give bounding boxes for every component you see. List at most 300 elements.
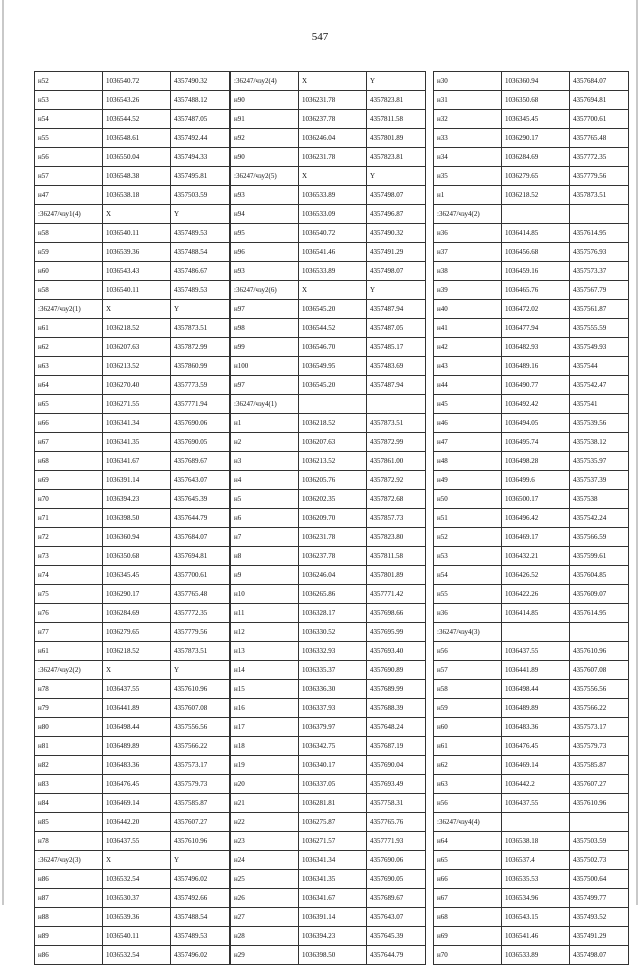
y-coordinate-cell: 4357487.94 [367, 300, 426, 319]
table-row [434, 775, 629, 794]
point-cell: н15 [231, 680, 299, 699]
table-row [231, 414, 426, 433]
point-cell: н9 [231, 566, 299, 585]
y-coordinate-cell: 4357488.54 [171, 908, 230, 927]
y-coordinate-cell: 4357811.58 [367, 547, 426, 566]
x-coordinate-cell: 1036279.65 [502, 167, 570, 186]
point-cell: н70 [35, 490, 103, 509]
x-coordinate-cell: 1036489.16 [502, 357, 570, 376]
x-coordinate-cell: 1036549.95 [299, 357, 367, 376]
point-cell: н37 [434, 243, 502, 262]
point-cell: н67 [434, 889, 502, 908]
point-cell: н57 [35, 167, 103, 186]
point-cell: н42 [434, 338, 502, 357]
table-row [231, 395, 426, 414]
table-row [35, 205, 230, 224]
y-coordinate-cell: 4357693.40 [367, 642, 426, 661]
x-coordinate-cell: X [299, 72, 367, 91]
x-coordinate-cell: 1036437.55 [502, 642, 570, 661]
y-coordinate-cell: 4357689.67 [171, 452, 230, 471]
x-coordinate-cell: 1036218.52 [299, 414, 367, 433]
x-coordinate-cell: 1036533.09 [299, 205, 367, 224]
table-row [434, 661, 629, 680]
table-row [434, 376, 629, 395]
y-coordinate-cell: 4357614.95 [570, 604, 629, 623]
y-coordinate-cell: 4357502.73 [570, 851, 629, 870]
table-row [231, 91, 426, 110]
point-cell: н33 [434, 129, 502, 148]
y-coordinate-cell: 4357500.64 [570, 870, 629, 889]
x-coordinate-cell: 1036336.30 [299, 680, 367, 699]
table-row [35, 300, 230, 319]
x-coordinate-cell: 1036441.89 [103, 699, 171, 718]
table-row [231, 148, 426, 167]
point-cell: н68 [434, 908, 502, 927]
x-coordinate-cell: 1036341.67 [299, 889, 367, 908]
point-cell: н61 [35, 642, 103, 661]
x-coordinate-cell: X [299, 281, 367, 300]
point-cell: н56 [434, 642, 502, 661]
y-coordinate-cell: 4357823.81 [367, 148, 426, 167]
point-cell: н19 [231, 756, 299, 775]
y-coordinate-cell: Y [171, 661, 230, 680]
point-cell: :36247/чзу2(6) [231, 281, 299, 300]
point-cell: н76 [35, 604, 103, 623]
point-cell: н21 [231, 794, 299, 813]
y-coordinate-cell: 4357607.27 [570, 775, 629, 794]
table-row [434, 129, 629, 148]
table-row [231, 167, 426, 186]
table-row [35, 91, 230, 110]
x-coordinate-cell: 1036231.78 [299, 91, 367, 110]
table-row [231, 566, 426, 585]
y-coordinate-cell: Y [367, 167, 426, 186]
table-row [231, 737, 426, 756]
x-coordinate-cell: 1036275.87 [299, 813, 367, 832]
table-row [434, 851, 629, 870]
table-row [434, 927, 629, 946]
x-coordinate-cell: 1036548.61 [103, 129, 171, 148]
table-row [35, 395, 230, 414]
point-cell: н51 [434, 509, 502, 528]
x-coordinate-cell: 1036414.85 [502, 604, 570, 623]
table-row [35, 471, 230, 490]
y-coordinate-cell: 4357486.67 [171, 262, 230, 281]
x-coordinate-cell: 1036237.78 [299, 110, 367, 129]
table-row [35, 167, 230, 186]
table-row [231, 908, 426, 927]
point-cell: н43 [434, 357, 502, 376]
x-coordinate-cell: 1036496.42 [502, 509, 570, 528]
x-coordinate-cell: 1036469.17 [502, 528, 570, 547]
y-coordinate-cell: 4357579.73 [570, 737, 629, 756]
x-coordinate-cell: 1036535.53 [502, 870, 570, 889]
x-coordinate-cell: 1036540.72 [299, 224, 367, 243]
table-row [35, 338, 230, 357]
point-cell: н20 [231, 775, 299, 794]
y-coordinate-cell: 4357872.99 [171, 338, 230, 357]
table-row [231, 376, 426, 395]
x-coordinate-cell: 1036437.55 [502, 794, 570, 813]
point-cell: н26 [231, 889, 299, 908]
point-cell: н58 [434, 680, 502, 699]
table-row [231, 186, 426, 205]
point-cell: н63 [35, 357, 103, 376]
point-cell: н64 [35, 376, 103, 395]
x-coordinate-cell: 1036530.37 [103, 889, 171, 908]
y-coordinate-cell: 4357491.29 [570, 927, 629, 946]
point-cell: н62 [434, 756, 502, 775]
point-cell: н10 [231, 585, 299, 604]
x-coordinate-cell: 1036426.52 [502, 566, 570, 585]
table-row [434, 604, 629, 623]
point-cell: н45 [434, 395, 502, 414]
x-coordinate-cell: 1036477.94 [502, 319, 570, 338]
y-coordinate-cell: 4357607.27 [171, 813, 230, 832]
table-row [434, 946, 629, 965]
point-cell: н40 [434, 300, 502, 319]
y-coordinate-cell: 4357690.06 [367, 851, 426, 870]
y-coordinate-cell: 4357872.92 [367, 471, 426, 490]
x-coordinate-cell: X [103, 205, 171, 224]
point-cell: н23 [231, 832, 299, 851]
table-row [35, 718, 230, 737]
y-coordinate-cell: 4357610.96 [570, 794, 629, 813]
point-cell: н78 [35, 680, 103, 699]
point-cell: :36247/чзу4(3) [434, 623, 502, 642]
y-coordinate-cell: 4357498.07 [367, 186, 426, 205]
x-coordinate-cell: 1036441.89 [502, 661, 570, 680]
y-coordinate-cell: 4357538.12 [570, 433, 629, 452]
table-row [434, 756, 629, 775]
table-row [434, 832, 629, 851]
y-coordinate-cell: 4357503.59 [570, 832, 629, 851]
point-cell: н18 [231, 737, 299, 756]
table-row [434, 813, 629, 832]
table-row [231, 110, 426, 129]
x-coordinate-cell: 1036209.70 [299, 509, 367, 528]
point-cell: н86 [35, 946, 103, 965]
x-coordinate-cell: 1036213.52 [299, 452, 367, 471]
table-row [434, 224, 629, 243]
x-coordinate-cell: 1036494.05 [502, 414, 570, 433]
x-coordinate-cell: 1036499.6 [502, 471, 570, 490]
table-row [35, 186, 230, 205]
y-coordinate-cell: 4357758.31 [367, 794, 426, 813]
coordinates-table-middle [230, 71, 426, 965]
point-cell: н87 [35, 889, 103, 908]
y-coordinate-cell: 4357684.07 [171, 528, 230, 547]
y-coordinate-cell: 4357585.87 [570, 756, 629, 775]
x-coordinate-cell: 1036483.36 [502, 718, 570, 737]
point-cell: н89 [35, 927, 103, 946]
x-coordinate-cell: 1036237.78 [299, 547, 367, 566]
point-cell: н39 [434, 281, 502, 300]
x-coordinate-cell: 1036543.15 [502, 908, 570, 927]
table-row [434, 585, 629, 604]
table-row [434, 243, 629, 262]
point-cell: н56 [434, 794, 502, 813]
x-coordinate-cell: 1036550.04 [103, 148, 171, 167]
y-coordinate-cell: 4357549.93 [570, 338, 629, 357]
point-cell: н46 [434, 414, 502, 433]
point-cell: н56 [35, 148, 103, 167]
y-coordinate-cell: 4357544 [570, 357, 629, 376]
x-coordinate-cell: 1036540.11 [103, 224, 171, 243]
table-row [434, 148, 629, 167]
y-coordinate-cell: Y [171, 851, 230, 870]
table-row [434, 680, 629, 699]
table-row [434, 395, 629, 414]
y-coordinate-cell: 4357539.56 [570, 414, 629, 433]
x-coordinate-cell: 1036398.50 [299, 946, 367, 965]
point-cell: :36247/чзу2(5) [231, 167, 299, 186]
table-row [434, 205, 629, 224]
point-cell: н8 [231, 547, 299, 566]
y-coordinate-cell: 4357491.29 [367, 243, 426, 262]
table-row [35, 547, 230, 566]
table-row [35, 946, 230, 965]
point-cell: н93 [231, 186, 299, 205]
y-coordinate-cell: 4357765.48 [171, 585, 230, 604]
point-cell: н47 [434, 433, 502, 452]
point-cell: н90 [231, 91, 299, 110]
y-coordinate-cell: 4357690.05 [171, 433, 230, 452]
y-coordinate-cell: 4357872.68 [367, 490, 426, 509]
x-coordinate-cell: 1036341.35 [299, 870, 367, 889]
table-row [35, 110, 230, 129]
y-coordinate-cell: 4357690.05 [367, 870, 426, 889]
point-cell: н1 [434, 186, 502, 205]
x-coordinate-cell: 1036341.67 [103, 452, 171, 471]
x-coordinate-cell: 1036218.52 [103, 642, 171, 661]
x-coordinate-cell: 1036360.94 [103, 528, 171, 547]
point-cell: н32 [434, 110, 502, 129]
point-cell: н91 [231, 110, 299, 129]
table-row [231, 623, 426, 642]
y-coordinate-cell: 4357772.35 [171, 604, 230, 623]
table-row [231, 205, 426, 224]
table-row [434, 490, 629, 509]
table-row [35, 224, 230, 243]
table-row [35, 794, 230, 813]
y-coordinate-cell: 4357698.66 [367, 604, 426, 623]
y-coordinate-cell: 4357689.67 [367, 889, 426, 908]
table-row [434, 699, 629, 718]
y-coordinate-cell: 4357873.51 [367, 414, 426, 433]
x-coordinate-cell: 1036330.52 [299, 623, 367, 642]
table-row [231, 832, 426, 851]
table-row [434, 737, 629, 756]
table-row [231, 927, 426, 946]
point-cell: н97 [231, 376, 299, 395]
x-coordinate-cell: 1036341.34 [103, 414, 171, 433]
y-coordinate-cell: 4357773.59 [171, 376, 230, 395]
table-row [231, 870, 426, 889]
table-row [35, 490, 230, 509]
point-cell: н50 [434, 490, 502, 509]
x-coordinate-cell: X [103, 851, 171, 870]
point-cell: н16 [231, 699, 299, 718]
y-coordinate-cell: 4357689.99 [367, 680, 426, 699]
y-coordinate-cell: 4357857.73 [367, 509, 426, 528]
y-coordinate-cell: 4357490.32 [367, 224, 426, 243]
x-coordinate-cell: 1036543.26 [103, 91, 171, 110]
x-coordinate-cell: 1036533.89 [502, 946, 570, 965]
x-coordinate-cell: 1036442.2 [502, 775, 570, 794]
x-coordinate-cell: 1036231.78 [299, 148, 367, 167]
y-coordinate-cell: 4357489.53 [171, 927, 230, 946]
table-row [231, 490, 426, 509]
point-cell: н96 [231, 243, 299, 262]
x-coordinate-cell [502, 623, 570, 642]
point-cell: н69 [35, 471, 103, 490]
table-row [35, 129, 230, 148]
y-coordinate-cell: 4357700.61 [570, 110, 629, 129]
table-row [434, 452, 629, 471]
table-row [434, 908, 629, 927]
table-row [434, 72, 629, 91]
y-coordinate-cell: 4357503.59 [171, 186, 230, 205]
table-row [434, 528, 629, 547]
y-coordinate-cell: 4357695.99 [367, 623, 426, 642]
table-row [35, 756, 230, 775]
point-cell: н58 [35, 224, 103, 243]
point-cell: н70 [434, 946, 502, 965]
table-row [231, 433, 426, 452]
x-coordinate-cell: 1036543.43 [103, 262, 171, 281]
point-cell: н65 [434, 851, 502, 870]
table-row [231, 72, 426, 91]
table-row [231, 338, 426, 357]
y-coordinate-cell: 4357492.66 [171, 889, 230, 908]
point-cell: :36247/чзу4(1) [231, 395, 299, 414]
y-coordinate-cell: 4357823.81 [367, 91, 426, 110]
point-cell: н44 [434, 376, 502, 395]
point-cell: н4 [231, 471, 299, 490]
y-coordinate-cell: 4357604.85 [570, 566, 629, 585]
x-coordinate-cell: 1036538.18 [103, 186, 171, 205]
point-cell: н6 [231, 509, 299, 528]
y-coordinate-cell: 4357779.56 [171, 623, 230, 642]
table-row [231, 243, 426, 262]
y-coordinate-cell: 4357690.06 [171, 414, 230, 433]
y-coordinate-cell: 4357498.07 [570, 946, 629, 965]
y-coordinate-cell: 4357801.89 [367, 129, 426, 148]
x-coordinate-cell: 1036350.68 [502, 91, 570, 110]
table-row [434, 547, 629, 566]
y-coordinate-cell: 4357771.93 [367, 832, 426, 851]
point-cell: н83 [35, 775, 103, 794]
table-row [231, 357, 426, 376]
x-coordinate-cell: 1036437.55 [103, 680, 171, 699]
x-coordinate-cell: 1036422.26 [502, 585, 570, 604]
y-coordinate-cell: 4357694.81 [570, 91, 629, 110]
table-row [434, 718, 629, 737]
table-row [35, 699, 230, 718]
x-coordinate-cell: 1036489.89 [502, 699, 570, 718]
y-coordinate-cell: 4357561.87 [570, 300, 629, 319]
y-coordinate-cell: 4357499.77 [570, 889, 629, 908]
table-row [35, 566, 230, 585]
point-cell: :36247/чзу4(2) [434, 205, 502, 224]
y-coordinate-cell: 4357488.12 [171, 91, 230, 110]
y-coordinate-cell: 4357566.59 [570, 528, 629, 547]
table-row [35, 908, 230, 927]
y-coordinate-cell: 4357872.99 [367, 433, 426, 452]
table-row [35, 775, 230, 794]
y-coordinate-cell: 4357609.07 [570, 585, 629, 604]
table-row [35, 585, 230, 604]
x-coordinate-cell: 1036546.70 [299, 338, 367, 357]
y-coordinate-cell: 4357493.52 [570, 908, 629, 927]
x-coordinate-cell: 1036539.36 [103, 908, 171, 927]
table-row [231, 756, 426, 775]
x-coordinate-cell: 1036476.45 [502, 737, 570, 756]
table-row [35, 642, 230, 661]
x-coordinate-cell: 1036284.69 [502, 148, 570, 167]
x-coordinate-cell: 1036213.52 [103, 357, 171, 376]
coordinates-table-right [433, 71, 629, 965]
point-cell: н53 [434, 547, 502, 566]
point-cell: н57 [434, 661, 502, 680]
point-cell: н99 [231, 338, 299, 357]
table-row [35, 870, 230, 889]
y-coordinate-cell: 4357566.22 [570, 699, 629, 718]
table-row [434, 357, 629, 376]
x-coordinate-cell [299, 395, 367, 414]
point-cell: н36 [434, 224, 502, 243]
y-coordinate-cell: 4357648.24 [367, 718, 426, 737]
y-coordinate-cell: 4357538 [570, 490, 629, 509]
y-coordinate-cell: 4357643.07 [367, 908, 426, 927]
x-coordinate-cell: 1036337.93 [299, 699, 367, 718]
x-coordinate-cell: 1036207.63 [103, 338, 171, 357]
y-coordinate-cell: 4357607.08 [570, 661, 629, 680]
table-row [231, 281, 426, 300]
table-row [35, 281, 230, 300]
point-cell: н60 [434, 718, 502, 737]
point-cell: н84 [35, 794, 103, 813]
table-row [434, 566, 629, 585]
x-coordinate-cell: 1036342.75 [299, 737, 367, 756]
point-cell: н41 [434, 319, 502, 338]
x-coordinate-cell: 1036533.89 [299, 186, 367, 205]
point-cell: н100 [231, 357, 299, 376]
y-coordinate-cell: 4357579.73 [171, 775, 230, 794]
table-row [35, 927, 230, 946]
point-cell: н66 [434, 870, 502, 889]
point-cell: н85 [35, 813, 103, 832]
table-row [434, 414, 629, 433]
x-coordinate-cell: 1036360.94 [502, 72, 570, 91]
table-row [35, 737, 230, 756]
point-cell: н95 [231, 224, 299, 243]
x-coordinate-cell: 1036548.38 [103, 167, 171, 186]
table-row [35, 319, 230, 338]
y-coordinate-cell: 4357607.08 [171, 699, 230, 718]
x-coordinate-cell: 1036281.81 [299, 794, 367, 813]
point-cell: н12 [231, 623, 299, 642]
table-row [231, 319, 426, 338]
point-cell: н79 [35, 699, 103, 718]
point-cell: н49 [434, 471, 502, 490]
point-cell: н71 [35, 509, 103, 528]
y-coordinate-cell: 4357765.76 [367, 813, 426, 832]
point-cell: н24 [231, 851, 299, 870]
y-coordinate-cell: 4357496.87 [367, 205, 426, 224]
table-row [231, 471, 426, 490]
